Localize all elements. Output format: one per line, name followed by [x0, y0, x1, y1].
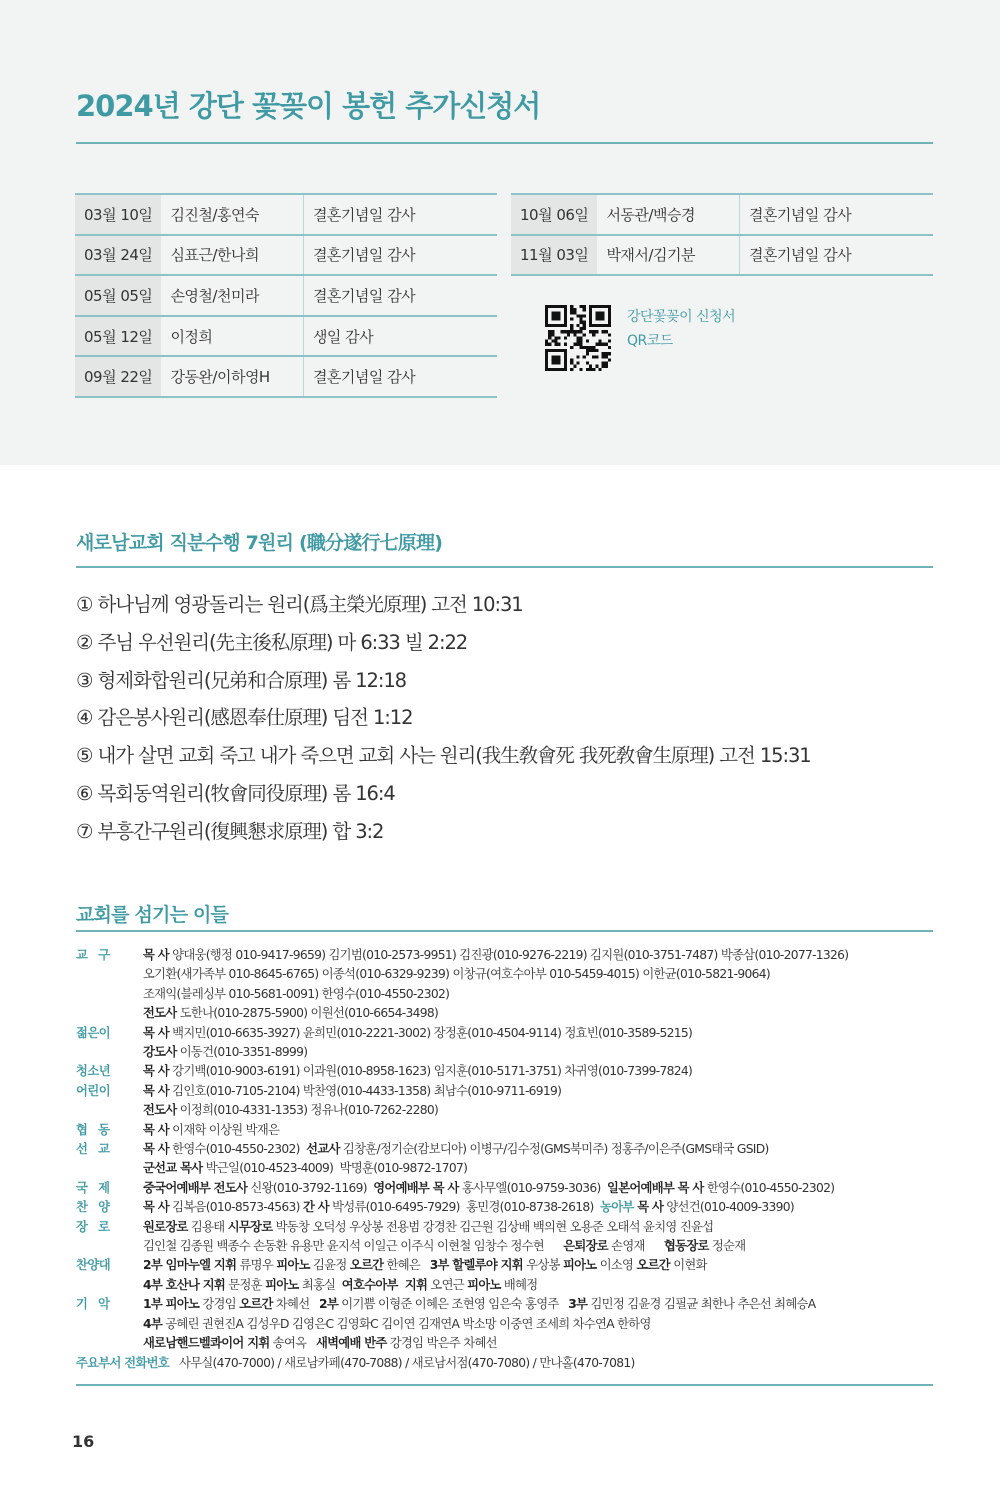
- flower-row: [511, 235, 933, 276]
- flower-date: 03월 10일: [75, 194, 161, 235]
- flower-row: [75, 194, 497, 235]
- staff-role: 목 사: [143, 948, 169, 962]
- staff-role: 목 사: [143, 1142, 169, 1156]
- staff-names: 강경임 박은주 차혜선: [386, 1336, 497, 1350]
- staff-row-text: [143, 1101, 438, 1120]
- staff-names: 우상봉: [522, 1258, 563, 1273]
- staff-names: 김창훈/정기순(캄보디아) 이병구/김수정(GMS북미주) 정홍주/이은주(GMS태국 GSID): [339, 1142, 769, 1156]
- staff-names: 정순재: [708, 1239, 746, 1253]
- staff-role: 2부: [319, 1297, 339, 1312]
- staff-names: 류명우: [236, 1258, 277, 1273]
- flower-reason: 결혼기념일 감사: [303, 356, 497, 397]
- phone-numbers-label: 주요부서 전화번호: [76, 1356, 170, 1370]
- staff-role: 시무장로: [227, 1219, 273, 1234]
- flower-reason: 생일 감사: [303, 316, 497, 357]
- qr-label-title: 강단꽃꽂이 신청서: [627, 309, 736, 325]
- flower-name: 강동완/이하영H: [161, 356, 303, 397]
- principle-item: ⑦ 부흥간구원리(復興懇求原理) 합 3:2: [76, 819, 384, 843]
- staff-role: 목 사: [143, 1064, 169, 1079]
- staff-row-text: [143, 946, 848, 965]
- staff-row-text: [143, 1334, 497, 1353]
- staff-names: 강기백(010-9003-6191) 이과원(010-8958-1623) 임지훈(010-5171-3751) 차귀영(010-7399-7824): [168, 1064, 693, 1079]
- staff-names: 김인호(010-7105-2104) 박찬영(010-4433-1358) 최남수(010-9711-6919): [168, 1083, 562, 1098]
- staff-role: 여호수아부 지휘: [341, 1277, 428, 1292]
- staff-role: 원로장로: [143, 1219, 188, 1234]
- staff-names: 송여옥: [269, 1336, 316, 1350]
- principle-item: ② 주님 우선원리(先主後私原理) 마 6:33 빌 2:22: [76, 630, 468, 654]
- staff-role: 4부 호산나 지휘: [143, 1277, 226, 1292]
- staff-names: 박동창 오덕성 우상봉 전용범 강경찬 김근원 김상배 백의현 오용준 오태석 윤치영 진윤섭: [272, 1219, 714, 1234]
- flower-schedule-table-right: [511, 193, 933, 276]
- staff-names: 강경임: [199, 1297, 240, 1312]
- flower-date: 05월 05일: [75, 275, 161, 316]
- staff-row-text: [143, 1004, 438, 1023]
- staff-row-text: [143, 1198, 794, 1217]
- staff-role: 중국어예배부 전도사: [143, 1180, 248, 1195]
- flower-reason: 결혼기념일 감사: [739, 194, 933, 235]
- flower-name: 박재서/김기분: [597, 235, 739, 276]
- principle-item: ④ 감은봉사원리(感恩奉仕原理) 딤전 1:12: [76, 706, 413, 730]
- staff-row-text: [143, 1276, 537, 1295]
- staff-names: 오연근: [427, 1277, 468, 1292]
- staff-names: 이정희(010-4331-1353) 정유나(010-7262-2280): [176, 1103, 439, 1118]
- staff-role: 1부 피아노: [143, 1297, 200, 1312]
- flower-name: 이정희: [161, 316, 303, 357]
- staff-role: 새로남핸드벨콰이어 지휘: [143, 1336, 270, 1350]
- flower-date: 09월 22일: [75, 356, 161, 397]
- qr-label-sub: QR코드: [627, 333, 673, 349]
- phone-numbers-row: [76, 1354, 635, 1373]
- flower-row: [75, 316, 497, 357]
- staff-role: 오르간: [349, 1258, 384, 1273]
- principle-item: ⑤ 내가 살면 교회 죽고 내가 죽으면 교회 사는 원리(我生敎會死 我死敎會生原理) 고전 15:31: [76, 744, 811, 768]
- flower-reason: 결혼기념일 감사: [303, 235, 497, 276]
- principle-item: ⑥ 목회동역원리(牧會同役原理) 롬 16:4: [76, 782, 395, 805]
- staff-row-text: [143, 1043, 307, 1062]
- staff-names: 도한나(010-2875-5900) 이원선(010-6654-3498): [176, 1006, 439, 1021]
- staff-names: 박근일(010-4523-4009) 박명훈(010-9872-1707): [202, 1161, 468, 1176]
- principle-item: ① 하나님께 영광돌리는 원리(爲主榮光原理) 고전 10:31: [76, 593, 523, 616]
- staff-role: 군선교 목사: [143, 1161, 203, 1176]
- staff-role: 목 사: [143, 1083, 169, 1098]
- bottom-divider: [76, 1384, 933, 1386]
- flower-row: [75, 235, 497, 276]
- flower-name: 서동관/백승경: [597, 194, 739, 235]
- staff-role: 영어예배부 목 사: [373, 1180, 459, 1195]
- staff-row-label: 젊은이: [76, 1025, 111, 1040]
- flower-row: [75, 275, 497, 316]
- staff-names: 한영수(010-4550-2302): [168, 1142, 307, 1156]
- staff-role: 간 사: [302, 1200, 329, 1215]
- flower-row: [511, 194, 933, 235]
- staff-role: 전도사: [143, 1006, 177, 1021]
- staff-row-label: 국 제: [76, 1180, 114, 1195]
- flower-date: 11월 03일: [511, 235, 597, 276]
- staff-row-label: 교 구: [76, 948, 114, 962]
- staff-row-text: [143, 1121, 279, 1140]
- staff-names: 손영재: [607, 1239, 664, 1253]
- staff-role: 일본어예배부 목 사: [607, 1180, 704, 1195]
- principles-divider: [76, 566, 933, 568]
- principle-item: ③ 형제화합원리(兄弟和合原理) 롬 12:18: [76, 668, 406, 692]
- flower-reason: 결혼기념일 감사: [303, 194, 497, 235]
- staff-role: 전도사: [143, 1103, 177, 1118]
- staff-names: 한영수(010-4550-2302): [703, 1180, 835, 1195]
- staff-role: 피아노: [265, 1277, 299, 1292]
- staff-names: 김인철 김종원 백종수 손동환 유용만 윤지석 이일근 이주식 이현철 임창수 정수현: [143, 1239, 564, 1253]
- staff-role: 은퇴장로: [563, 1239, 608, 1253]
- staff-row-text: [143, 1082, 561, 1101]
- staff-row-label: 협 동: [76, 1122, 114, 1137]
- flower-reason: 결혼기념일 감사: [303, 275, 497, 316]
- phone-numbers-text: 사무실(470-7000) / 새로남카페(470-7088) / 새로남서점(470-7080) / 만나홀(470-7081): [179, 1356, 635, 1370]
- staff-role: 강도사: [143, 1045, 177, 1059]
- principles-title: 새로남교회 직분수행 7원리 (職分遂行七原理): [76, 532, 443, 554]
- title-divider: [76, 142, 933, 144]
- staff-role: 3부: [568, 1297, 588, 1312]
- staff-names: 배혜정: [500, 1277, 538, 1292]
- staff-divider: [76, 930, 933, 932]
- staff-names: 양대웅(행정 010-9417-9659) 김기범(010-2573-9951) 김진광(010-9276-2219) 김지원(010-3751-7487) 박종삼(010-2077-1326): [168, 948, 849, 962]
- staff-row-label: 청소년: [76, 1064, 111, 1079]
- flower-row: [75, 356, 497, 397]
- staff-row-label: 기 악: [76, 1297, 114, 1312]
- staff-names: 이기쁨 이형준 이혜은 조현영 임은숙 홍영주: [338, 1297, 569, 1312]
- flower-name: 김진철/홍연숙: [161, 194, 303, 235]
- staff-row-text: [143, 1315, 651, 1334]
- staff-role: 목 사: [633, 1200, 664, 1215]
- staff-role: 2부 임마누엘 지휘: [143, 1258, 237, 1273]
- staff-row-text: [143, 1295, 815, 1314]
- staff-row-text: [143, 1218, 713, 1237]
- staff-names: 박성류(010-6495-7929) 홍민경(010-8738-2618): [328, 1200, 601, 1215]
- staff-row-label: 찬양대: [76, 1258, 111, 1273]
- staff-names: 이동건(010-3351-8999): [176, 1045, 308, 1059]
- staff-names: 김민정 김윤경 김필균 최한나 추은선 최혜승A: [587, 1297, 816, 1312]
- staff-role: 피아노: [467, 1277, 501, 1292]
- flower-date: 03월 24일: [75, 235, 161, 276]
- staff-names: 신왕(010-3792-1169): [247, 1180, 374, 1195]
- flower-schedule-table-left: [75, 193, 497, 398]
- staff-names: 양선건(010-4009-3390): [663, 1200, 794, 1215]
- staff-role: 새벽예배 반주: [315, 1336, 387, 1350]
- staff-names: 이소영: [596, 1258, 637, 1273]
- staff-names: 백지민(010-6635-3927) 윤희민(010-2221-3002) 장정훈(010-4504-9114) 정효빈(010-3589-5215): [168, 1025, 693, 1040]
- staff-names: 조재익(블레싱부 010-5681-0091) 한영수(010-4550-2302): [143, 986, 450, 1001]
- staff-role: 목 사: [143, 1200, 169, 1215]
- staff-role: 목 사: [143, 1122, 169, 1137]
- staff-names: 이현화: [670, 1258, 707, 1273]
- staff-role: 피아노: [276, 1258, 310, 1273]
- staff-role: 오르간: [636, 1258, 670, 1273]
- page-number: 16: [72, 1432, 95, 1451]
- staff-row-text: [143, 1024, 692, 1043]
- staff-role: 목 사: [143, 1025, 169, 1040]
- qr-code-icon[interactable]: [545, 305, 611, 371]
- staff-dept: 농아부: [600, 1200, 634, 1215]
- staff-row-text: [143, 985, 449, 1004]
- flower-date: 10월 06일: [511, 194, 597, 235]
- page-title: 2024년 강단 꽃꽂이 봉헌 추가신청서: [76, 89, 541, 123]
- flower-date: 05월 12일: [75, 316, 161, 357]
- staff-names: 이재학 이상원 박재은: [168, 1122, 280, 1137]
- staff-role: 3부 할렐루야 지휘: [429, 1258, 523, 1273]
- staff-row-text: [143, 1237, 745, 1256]
- staff-names: 홍사무엘(010-9759-3036): [458, 1180, 608, 1195]
- staff-names: 차혜선: [272, 1297, 320, 1312]
- staff-row-text: [143, 1179, 834, 1198]
- staff-role: 협동장로: [663, 1239, 709, 1253]
- staff-row-text: [143, 1159, 467, 1178]
- staff-row-label: 선 교: [76, 1142, 114, 1156]
- flower-reason: 결혼기념일 감사: [739, 235, 933, 276]
- flower-name: 손영철/천미라: [161, 275, 303, 316]
- staff-role: 선교사: [306, 1142, 340, 1156]
- staff-names: 문정훈: [225, 1277, 266, 1292]
- staff-row-label: 어린이: [76, 1083, 111, 1098]
- staff-names: 김복음(010-8573-4563): [168, 1200, 303, 1215]
- staff-role: 4부: [143, 1316, 163, 1331]
- staff-row-text: [143, 965, 770, 984]
- staff-names: 공혜린 권현진A 김성우D 김영은C 김영화C 김이연 김재연A 박소망 이중연 조세희 차수연A 한하영: [162, 1316, 651, 1331]
- staff-names: 김용태: [187, 1219, 228, 1234]
- staff-names: 한혜은: [383, 1258, 430, 1273]
- staff-title: 교회를 섬기는 이들: [76, 904, 229, 926]
- staff-row-text: [143, 1256, 707, 1275]
- staff-role: 피아노: [562, 1258, 597, 1273]
- flower-name: 심표근/한나희: [161, 235, 303, 276]
- staff-row-label: 장 로: [76, 1219, 114, 1234]
- staff-role: 오르간: [239, 1297, 273, 1312]
- staff-names: 김윤정: [309, 1258, 350, 1273]
- staff-row-text: [143, 1062, 692, 1081]
- staff-names: 오기환(새가족부 010-8645-6765) 이종석(010-6329-9239) 이창규(여호수아부 010-5459-4015) 이한균(010-5821-9064): [143, 967, 770, 982]
- staff-row-text: [143, 1140, 769, 1159]
- staff-row-label: 찬 양: [76, 1200, 114, 1215]
- staff-names: 최홍실: [298, 1277, 342, 1292]
